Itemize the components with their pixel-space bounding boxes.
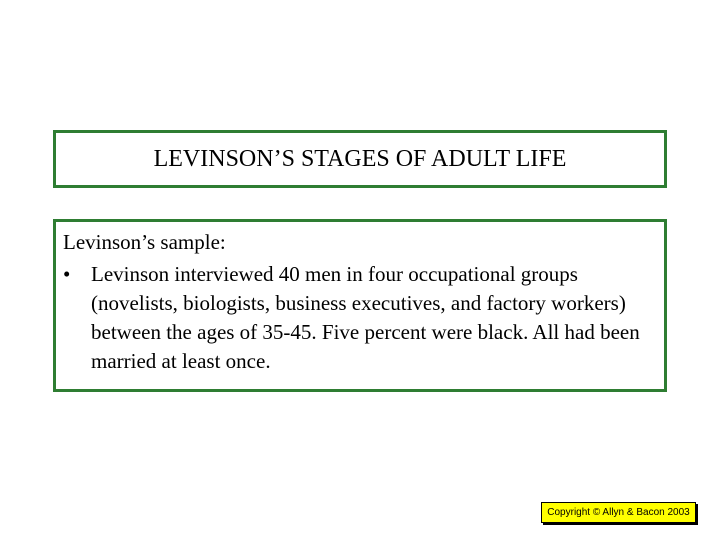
- bullet-item: [63, 260, 653, 376]
- content-box: [53, 219, 667, 392]
- content-heading: Levinson’s sample:: [63, 230, 226, 254]
- bullet-icon: •: [63, 262, 71, 286]
- slide-title: LEVINSON’S STAGES OF ADULT LIFE: [153, 145, 567, 172]
- bullet-text: Levinson interviewed 40 men in four occupational groups (novelists, biologists, business executives, and factory workers) between the ages of 35-45. Five percent were black. All had been married at least once.: [91, 262, 640, 373]
- title-box: [53, 130, 667, 188]
- copyright-notice: Copyright © Allyn & Bacon 2003: [541, 502, 696, 523]
